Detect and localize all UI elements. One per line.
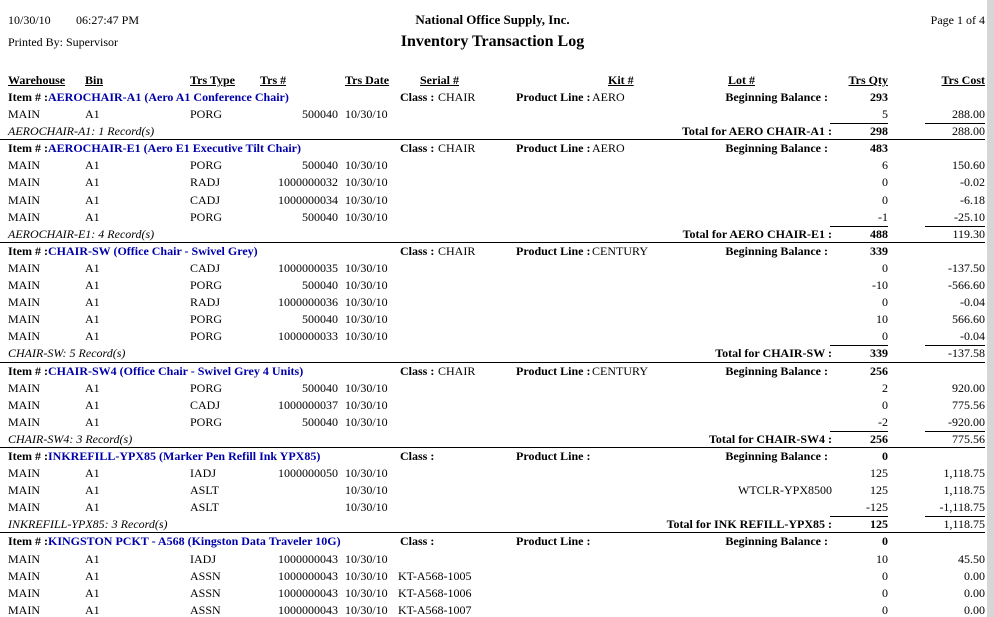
- item-number-label: Item # :: [8, 141, 48, 156]
- beginning-balance-value: 256: [870, 363, 888, 378]
- beginning-balance-label: Beginning Balance :: [725, 90, 828, 104]
- item-name: INKREFILL-YPX85 (Marker Pen Refill Ink YPX85): [48, 448, 321, 463]
- trs-cost-cell: -0.04: [960, 329, 985, 344]
- item-number-label: Item # :: [8, 243, 48, 258]
- trs-date-cell: 10/30/10: [345, 483, 388, 498]
- serial-cell: KT-A568-1007: [398, 602, 472, 617]
- group-total-row: [0, 226, 985, 243]
- lot-cell: WTCLR-YPX8500: [738, 483, 832, 498]
- item-group: [0, 89, 985, 140]
- group-rows: [0, 157, 985, 225]
- trs-date-cell: 10/30/10: [345, 397, 388, 412]
- product-line-label: Product Line :: [516, 448, 591, 463]
- trs-cost-cell: -566.60: [948, 278, 985, 293]
- trs-date-cell: 10/30/10: [345, 414, 388, 429]
- item-number-label: Item # :: [8, 534, 48, 549]
- transaction-row: [0, 106, 985, 123]
- trs-type-cell: ASSN: [190, 585, 221, 600]
- warehouse-cell: MAIN: [8, 380, 40, 395]
- group-rows: [0, 106, 985, 123]
- transaction-row: [0, 192, 985, 209]
- record-count: CHAIR-SW4: 3 Record(s): [8, 431, 133, 446]
- group-total-qty: 339: [870, 346, 888, 361]
- transaction-row: [0, 157, 985, 174]
- product-line-label: Product Line :: [516, 363, 591, 378]
- trs-date-cell: 10/30/10: [345, 209, 388, 224]
- trs-number-cell: 1000000035: [278, 260, 338, 275]
- item-name: KINGSTON PCKT - A568 (Kingston Data Traveler 10G): [48, 534, 341, 549]
- transaction-row: [0, 311, 985, 328]
- trs-cost-cell: 0.00: [964, 602, 985, 617]
- transaction-row: [0, 209, 985, 226]
- transaction-row: [0, 328, 985, 345]
- group-total-qty: 298: [870, 124, 888, 139]
- warehouse-cell: MAIN: [8, 585, 40, 600]
- group-rows: [0, 551, 985, 617]
- group-total-cost: 119.30: [952, 226, 985, 241]
- item-number-label: Item # :: [8, 90, 48, 104]
- warehouse-cell: MAIN: [8, 278, 40, 293]
- transaction-row: [0, 397, 985, 414]
- report-title: Inventory Transaction Log: [400, 33, 585, 50]
- class-value: CHAIR: [438, 363, 476, 378]
- group-total-label: Total for AERO CHAIR-A1 :: [681, 124, 832, 139]
- warehouse-cell: MAIN: [8, 209, 40, 224]
- beginning-balance-value: 0: [882, 534, 888, 549]
- group-total-row: [0, 431, 985, 448]
- beginning-balance-label: Beginning Balance :: [725, 363, 828, 378]
- warehouse-cell: MAIN: [8, 602, 40, 617]
- bin-cell: A1: [85, 602, 100, 617]
- item-name: CHAIR-SW4 (Office Chair - Swivel Grey 4 Units): [48, 363, 304, 378]
- trs-date-cell: 10/30/10: [345, 568, 388, 583]
- group-total-qty: 125: [870, 517, 888, 532]
- transaction-row: [0, 465, 985, 482]
- trs-date-cell: 10/30/10: [345, 551, 388, 566]
- item-name: AEROCHAIR-A1 (Aero A1 Conference Chair): [48, 90, 289, 104]
- item-header-row: [0, 243, 985, 260]
- trs-cost-cell: -0.02: [960, 175, 985, 190]
- trs-qty-cell: 0: [882, 295, 888, 310]
- trs-number-cell: 1000000043: [278, 585, 338, 600]
- bin-cell: A1: [85, 500, 100, 515]
- beginning-balance-value: 339: [870, 243, 888, 258]
- trs-number-cell: 1000000033: [278, 329, 338, 344]
- trs-date-cell: 10/30/10: [345, 295, 388, 310]
- warehouse-cell: MAIN: [8, 500, 40, 515]
- beginning-balance-label: Beginning Balance :: [725, 141, 828, 156]
- company-name: National Office Supply, Inc.: [415, 12, 570, 27]
- trs-qty-cell: 0: [882, 329, 888, 344]
- product-line-value: CENTURY: [592, 243, 649, 258]
- class-label: Class :: [400, 363, 435, 378]
- trs-cost-cell: 1,118.75: [943, 466, 985, 481]
- transaction-row: [0, 260, 985, 277]
- column-header-lot: Lot #: [728, 73, 755, 87]
- transaction-row: [0, 414, 985, 431]
- trs-cost-cell: 920.00: [952, 380, 985, 395]
- trs-qty-cell: -10: [872, 278, 888, 293]
- column-header-trs-type: Trs Type: [190, 73, 236, 87]
- class-value: CHAIR: [438, 141, 476, 156]
- trs-qty-cell: 5: [882, 107, 888, 122]
- item-number-label: Item # :: [8, 363, 48, 378]
- group-total-row: [0, 516, 985, 533]
- column-header-serial: Serial #: [420, 73, 459, 87]
- warehouse-cell: MAIN: [8, 414, 40, 429]
- trs-qty-cell: 0: [882, 397, 888, 412]
- item-name: CHAIR-SW (Office Chair - Swivel Grey): [48, 243, 258, 258]
- trs-cost-cell: -0.04: [960, 295, 985, 310]
- class-value: CHAIR: [438, 90, 476, 104]
- product-line-label: Product Line :: [516, 141, 591, 156]
- warehouse-cell: MAIN: [8, 397, 40, 412]
- trs-qty-cell: 0: [882, 568, 888, 583]
- trs-cost-cell: 0.00: [964, 585, 985, 600]
- column-header-warehouse: Warehouse: [8, 73, 66, 87]
- trs-cost-cell: 0.00: [964, 568, 985, 583]
- bin-cell: A1: [85, 585, 100, 600]
- trs-type-cell: PORG: [190, 278, 223, 293]
- trs-type-cell: PORG: [190, 209, 223, 224]
- warehouse-cell: MAIN: [8, 483, 40, 498]
- bin-cell: A1: [85, 551, 100, 566]
- transaction-row: [0, 585, 985, 602]
- beginning-balance-label: Beginning Balance :: [725, 448, 828, 463]
- trs-date-cell: 10/30/10: [345, 329, 388, 344]
- right-edge-strip: [987, 0, 994, 617]
- trs-type-cell: CADJ: [190, 192, 221, 207]
- product-line-label: Product Line :: [516, 534, 591, 549]
- column-header-trs-no: Trs #: [260, 73, 287, 87]
- warehouse-cell: MAIN: [8, 466, 40, 481]
- column-header-trs-qty: Trs Qty: [848, 73, 888, 87]
- bin-cell: A1: [85, 312, 100, 327]
- warehouse-cell: MAIN: [8, 551, 40, 566]
- bin-cell: A1: [85, 414, 100, 429]
- trs-cost-cell: -920.00: [948, 414, 985, 429]
- column-header-trs-date: Trs Date: [345, 73, 390, 87]
- trs-cost-cell: 288.00: [952, 107, 985, 122]
- trs-type-cell: RADJ: [190, 175, 221, 190]
- trs-date-cell: 10/30/10: [345, 466, 388, 481]
- item-header-row: [0, 363, 985, 380]
- trs-qty-cell: 0: [882, 585, 888, 600]
- trs-number-cell: 500040: [302, 278, 338, 293]
- trs-cost-cell: 775.56: [952, 397, 985, 412]
- trs-date-cell: 10/30/10: [345, 602, 388, 617]
- trs-qty-cell: 10: [876, 312, 888, 327]
- trs-date-cell: 10/30/10: [345, 500, 388, 515]
- trs-date-cell: 10/30/10: [345, 175, 388, 190]
- trs-number-cell: 500040: [302, 209, 338, 224]
- transaction-row: [0, 551, 985, 568]
- trs-qty-cell: 0: [882, 260, 888, 275]
- column-header-kit: Kit #: [608, 73, 634, 87]
- trs-number-cell: 500040: [302, 107, 338, 122]
- product-line-label: Product Line :: [516, 90, 591, 104]
- bin-cell: A1: [85, 329, 100, 344]
- trs-type-cell: ASSN: [190, 568, 221, 583]
- trs-qty-cell: 6: [882, 158, 888, 173]
- trs-type-cell: ASLT: [190, 483, 219, 498]
- trs-number-cell: 1000000034: [278, 192, 338, 207]
- transaction-row: [0, 602, 985, 617]
- bin-cell: A1: [85, 295, 100, 310]
- trs-date-cell: 10/30/10: [345, 192, 388, 207]
- record-count: AEROCHAIR-E1: 4 Record(s): [8, 226, 155, 241]
- bin-cell: A1: [85, 380, 100, 395]
- trs-number-cell: 500040: [302, 312, 338, 327]
- group-total-cost: 1,118.75: [943, 517, 985, 532]
- class-value: CHAIR: [438, 243, 476, 258]
- trs-date-cell: 10/30/10: [345, 312, 388, 327]
- trs-cost-cell: 566.60: [952, 312, 985, 327]
- group-total-label: Total for INK REFILL-YPX85 :: [666, 517, 832, 532]
- trs-date-cell: 10/30/10: [345, 107, 388, 122]
- item-group: [0, 448, 985, 533]
- trs-type-cell: PORG: [190, 158, 223, 173]
- group-total-qty: 256: [870, 431, 888, 446]
- warehouse-cell: MAIN: [8, 107, 40, 122]
- product-line-value: CENTURY: [592, 363, 649, 378]
- beginning-balance-label: Beginning Balance :: [725, 534, 828, 549]
- trs-type-cell: ASSN: [190, 602, 221, 617]
- bin-cell: A1: [85, 192, 100, 207]
- trs-number-cell: 1000000043: [278, 551, 338, 566]
- trs-number-cell: 1000000032: [278, 175, 338, 190]
- trs-number-cell: 1000000050: [278, 466, 338, 481]
- trs-cost-cell: -1,118.75: [939, 500, 985, 515]
- class-label: Class :: [400, 448, 435, 463]
- transaction-row: [0, 174, 985, 191]
- trs-date-cell: 10/30/10: [345, 585, 388, 600]
- trs-type-cell: IADJ: [190, 551, 216, 566]
- class-label: Class :: [400, 243, 435, 258]
- trs-type-cell: RADJ: [190, 295, 221, 310]
- bin-cell: A1: [85, 278, 100, 293]
- trs-date-cell: 10/30/10: [345, 278, 388, 293]
- transaction-row: [0, 380, 985, 397]
- group-total-row: [0, 123, 985, 140]
- trs-cost-cell: -137.50: [948, 260, 985, 275]
- report-run-date: 10/30/10: [8, 13, 51, 27]
- trs-qty-cell: -1: [878, 209, 888, 224]
- trs-number-cell: 1000000036: [278, 295, 338, 310]
- column-header-row: [0, 72, 985, 89]
- serial-cell: KT-A568-1005: [398, 568, 472, 583]
- group-total-label: Total for AERO CHAIR-E1 :: [682, 226, 832, 241]
- trs-cost-cell: -25.10: [954, 209, 985, 224]
- class-label: Class :: [400, 141, 435, 156]
- trs-type-cell: IADJ: [190, 466, 216, 481]
- product-line-value: AERO: [592, 90, 625, 104]
- trs-qty-cell: 0: [882, 602, 888, 617]
- bin-cell: A1: [85, 466, 100, 481]
- report-body: [0, 89, 985, 617]
- trs-qty-cell: 10: [876, 551, 888, 566]
- item-name: AEROCHAIR-E1 (Aero E1 Executive Tilt Chair): [48, 141, 301, 156]
- trs-number-cell: 1000000043: [278, 602, 338, 617]
- group-rows: [0, 380, 985, 431]
- beginning-balance-value: 483: [870, 141, 888, 156]
- product-line-label: Product Line :: [516, 243, 591, 258]
- trs-date-cell: 10/30/10: [345, 260, 388, 275]
- transaction-row: [0, 482, 985, 499]
- trs-qty-cell: 0: [882, 175, 888, 190]
- trs-number-cell: 1000000037: [278, 397, 338, 412]
- beginning-balance-value: 293: [870, 90, 888, 104]
- bin-cell: A1: [85, 158, 100, 173]
- item-group: [0, 533, 985, 617]
- trs-type-cell: PORG: [190, 380, 223, 395]
- trs-qty-cell: 2: [882, 380, 888, 395]
- item-header-row: [0, 140, 985, 157]
- warehouse-cell: MAIN: [8, 312, 40, 327]
- trs-number-cell: 500040: [302, 380, 338, 395]
- record-count: INKREFILL-YPX85: 3 Record(s): [8, 517, 168, 532]
- trs-qty-cell: -2: [878, 414, 888, 429]
- warehouse-cell: MAIN: [8, 295, 40, 310]
- product-line-value: AERO: [592, 141, 625, 156]
- beginning-balance-value: 0: [882, 448, 888, 463]
- group-total-label: Total for CHAIR-SW :: [715, 346, 832, 361]
- group-total-qty: 488: [870, 226, 888, 241]
- trs-cost-cell: 45.50: [958, 551, 985, 566]
- beginning-balance-label: Beginning Balance :: [725, 243, 828, 258]
- trs-cost-cell: 1,118.75: [943, 483, 985, 498]
- report-run-time: 06:27:47 PM: [76, 13, 140, 27]
- column-header-bin: Bin: [85, 73, 104, 87]
- record-count: AEROCHAIR-A1: 1 Record(s): [8, 124, 155, 139]
- group-total-cost: -137.58: [948, 346, 985, 361]
- bin-cell: A1: [85, 107, 100, 122]
- group-total-row: [0, 345, 985, 362]
- warehouse-cell: MAIN: [8, 329, 40, 344]
- trs-type-cell: PORG: [190, 329, 223, 344]
- transaction-row: [0, 294, 985, 311]
- transaction-row: [0, 499, 985, 516]
- warehouse-cell: MAIN: [8, 175, 40, 190]
- warehouse-cell: MAIN: [8, 158, 40, 173]
- group-total-cost: 288.00: [952, 124, 985, 139]
- bin-cell: A1: [85, 175, 100, 190]
- bin-cell: A1: [85, 483, 100, 498]
- trs-date-cell: 10/30/10: [345, 158, 388, 173]
- trs-number-cell: 500040: [302, 158, 338, 173]
- printed-by: Printed By: Supervisor: [8, 35, 118, 49]
- trs-qty-cell: -125: [866, 500, 888, 515]
- bin-cell: A1: [85, 568, 100, 583]
- item-header-row: [0, 533, 985, 550]
- trs-cost-cell: -6.18: [960, 192, 985, 207]
- record-count: CHAIR-SW: 5 Record(s): [8, 346, 126, 361]
- trs-qty-cell: 0: [882, 192, 888, 207]
- serial-cell: KT-A568-1006: [398, 585, 472, 600]
- trs-qty-cell: 125: [870, 483, 888, 498]
- trs-type-cell: CADJ: [190, 260, 221, 275]
- trs-date-cell: 10/30/10: [345, 380, 388, 395]
- trs-type-cell: ASLT: [190, 500, 219, 515]
- trs-type-cell: PORG: [190, 312, 223, 327]
- item-header-row: [0, 448, 985, 465]
- trs-qty-cell: 125: [870, 466, 888, 481]
- group-total-cost: 775.56: [952, 431, 985, 446]
- trs-type-cell: PORG: [190, 107, 223, 122]
- item-group: [0, 140, 985, 243]
- class-label: Class :: [400, 534, 435, 549]
- item-header-row: [0, 89, 985, 106]
- warehouse-cell: MAIN: [8, 192, 40, 207]
- column-header-trs-cost: Trs Cost: [941, 73, 985, 87]
- item-number-label: Item # :: [8, 448, 48, 463]
- trs-number-cell: 1000000043: [278, 568, 338, 583]
- transaction-row: [0, 568, 985, 585]
- item-group: [0, 363, 985, 448]
- trs-type-cell: PORG: [190, 414, 223, 429]
- bin-cell: A1: [85, 260, 100, 275]
- trs-cost-cell: 150.60: [952, 158, 985, 173]
- bin-cell: A1: [85, 397, 100, 412]
- transaction-row: [0, 277, 985, 294]
- group-rows: [0, 260, 985, 345]
- warehouse-cell: MAIN: [8, 260, 40, 275]
- group-total-label: Total for CHAIR-SW4 :: [708, 431, 832, 446]
- class-label: Class :: [400, 90, 435, 104]
- page-number: Page 1 of 4: [930, 13, 985, 27]
- item-group: [0, 243, 985, 363]
- group-rows: [0, 465, 985, 516]
- warehouse-cell: MAIN: [8, 568, 40, 583]
- trs-number-cell: 500040: [302, 414, 338, 429]
- trs-type-cell: CADJ: [190, 397, 221, 412]
- bin-cell: A1: [85, 209, 100, 224]
